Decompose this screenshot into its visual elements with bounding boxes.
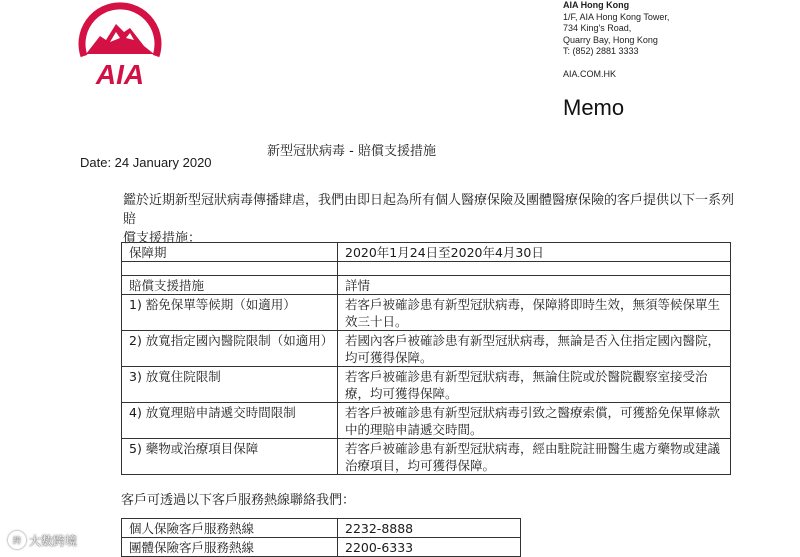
table-header-row <box>122 276 731 295</box>
col-header-details: 詳情 <box>338 276 731 295</box>
hotline-table <box>121 518 521 557</box>
measure-cell: 4) 放寬理賠申請遞交時間限制 <box>122 403 338 439</box>
measure-cell: 1) 豁免保單等候期（如適用） <box>122 295 338 331</box>
details-cell: 若客戶被確診患有新型冠狀病毒，經由駐院註冊醫生處方藥物或建議治療項目，均可獲得保障。 <box>338 439 731 475</box>
details-cell: 若客戶被確診患有新型冠狀病毒引致之醫療索償，可獲豁免保單條款中的理賠申請遞交時間。 <box>338 403 731 439</box>
measures-table <box>121 242 731 475</box>
period-row <box>122 243 731 262</box>
hotline-label: 個人保險客戶服務熱線 <box>122 519 338 538</box>
logo-mountain <box>86 24 154 54</box>
table-row <box>122 367 731 403</box>
hotline-label: 團體保險客戶服務熱線 <box>122 538 338 557</box>
table-row <box>122 295 731 331</box>
col-header-measure: 賠償支援措施 <box>122 276 338 295</box>
memo-date: Date: 24 January 2020 <box>80 155 212 170</box>
watermark-badge-icon: 跨 <box>8 531 26 549</box>
details-cell: 若客戶被確診患有新型冠狀病毒，保障將即時生效，無須等候保單生效三十日。 <box>338 295 731 331</box>
measure-cell: 3) 放寬住院限制 <box>122 367 338 403</box>
memo-title: Memo <box>563 95 625 120</box>
hotline-number: 2200-6333 <box>338 538 521 557</box>
contact-intro: 客戶可透過以下客戶服務熱線聯絡我們： <box>121 493 356 508</box>
table-row <box>122 538 521 557</box>
period-label: 保障期 <box>122 243 338 262</box>
table-row <box>122 331 731 367</box>
measure-cell: 2) 放寬指定國內醫院限制（如適用） <box>122 331 338 367</box>
watermark <box>8 531 77 549</box>
address-line-3: Quarry Bay, Hong Kong <box>563 34 658 45</box>
address-line-1: 1/F, AIA Hong Kong Tower, <box>563 11 670 22</box>
aia-logo <box>70 2 170 90</box>
logo-text: AIA <box>95 59 145 90</box>
details-cell: 若客戶被確診患有新型冠狀病毒，無論住院或於醫院觀察室接受治療，均可獲得保障。 <box>338 367 731 403</box>
memo-subject: 新型冠狀病毒 - 賠償支援措施 <box>267 144 436 159</box>
address-line-2: 734 King's Road, <box>563 23 632 33</box>
watermark-text: 大数跨境 <box>29 533 78 548</box>
table-row <box>122 439 731 475</box>
measure-cell: 5) 藥物或治療項目保障 <box>122 439 338 475</box>
period-value: 2020年1月24日至2020年4月30日 <box>338 243 731 262</box>
intro-paragraph <box>123 191 735 248</box>
phone-number: T: (852) 2881 3333 <box>563 46 639 56</box>
details-cell: 若國內客戶被確診患有新型冠狀病毒，無論是否入住指定國內醫院，均可獲得保障。 <box>338 331 731 367</box>
intro-line-1: 鑑於近期新型冠狀病毒傳播肆虐，我們由即日起為所有個人醫療保險及團體醫療保險的客戶提供以下一系列賠 <box>123 193 735 227</box>
company-name: AIA Hong Kong <box>563 0 630 10</box>
table-row <box>122 519 521 538</box>
address-block <box>563 0 669 80</box>
table-row <box>122 403 731 439</box>
intro-line-2: 償支援措施： <box>123 231 202 246</box>
website-link[interactable]: AIA.COM.HK <box>563 68 617 79</box>
hotline-number: 2232-8888 <box>338 519 521 538</box>
table-spacer-row <box>122 262 731 276</box>
